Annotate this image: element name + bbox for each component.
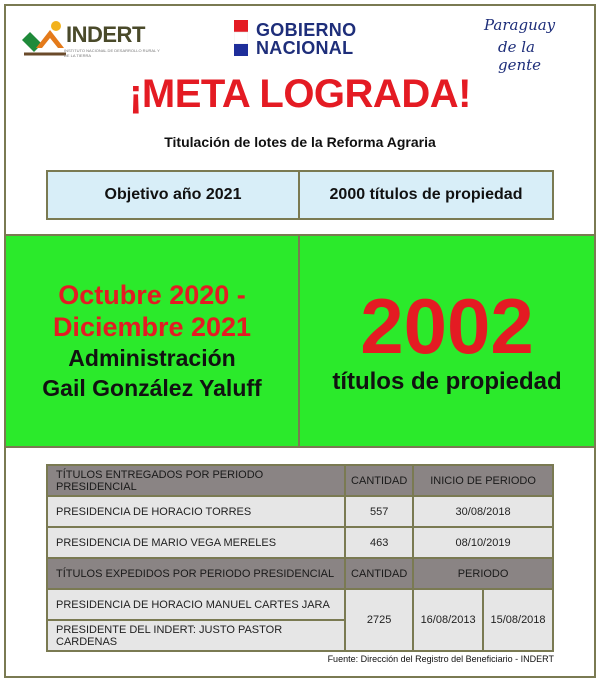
indert-name: INDERT <box>66 22 145 47</box>
source-note: Fuente: Dirección del Registro del Beneficiario - INDERT <box>327 654 554 664</box>
name-cell: PRESIDENCIA DE HORACIO MANUEL CARTES JARA <box>47 589 345 620</box>
date-cell: 30/08/2018 <box>413 496 553 527</box>
name-cell: PRESIDENCIA DE MARIO VEGA MERELES <box>47 527 345 558</box>
titles-count: 2002 <box>360 282 534 370</box>
table-row <box>47 496 553 527</box>
qty-cell: 2725 <box>345 589 413 651</box>
paraguay-text: Paraguay <box>484 16 556 34</box>
objective-box <box>46 170 554 220</box>
de-la-gente-text: de la gente <box>498 38 542 74</box>
gobierno-text: GOBIERNO <box>256 20 357 40</box>
start-date-cell: 16/08/2013 <box>413 589 483 651</box>
flag-icon <box>234 20 248 56</box>
headline: ¡META LOGRADA! <box>129 72 471 116</box>
objective-label: Objetivo año 2021 <box>48 172 300 218</box>
titles-table <box>46 464 554 652</box>
admin-line-2: Gail González Yaluff <box>42 375 262 401</box>
achievement-count-cell <box>300 236 594 446</box>
name-cell: PRESIDENTE DEL INDERT: JUSTO PASTOR CARDENAS <box>47 620 345 651</box>
header-cell: INICIO DE PERIODO <box>413 465 553 496</box>
admin-line-1: Administración <box>68 345 236 371</box>
period-line-1: Octubre 2020 - <box>58 280 246 310</box>
indert-mark-icon <box>20 18 70 58</box>
indert-logo <box>20 14 160 62</box>
qty-cell: 463 <box>345 527 413 558</box>
table-header-row <box>47 465 553 496</box>
subtitle: Titulación de lotes de la Reforma Agraria <box>164 134 436 150</box>
name-cell: PRESIDENCIA DE HORACIO TORRES <box>47 496 345 527</box>
header-cell: CANTIDAD <box>345 558 413 589</box>
objective-value: 2000 títulos de propiedad <box>329 186 523 203</box>
header-cell: TÍTULOS ENTREGADOS POR PERIODO PRESIDENCIAL <box>47 465 345 496</box>
table-header-row <box>47 558 553 589</box>
header-cell: PERIODO <box>413 558 553 589</box>
titles-count-label: títulos de propiedad <box>332 368 562 395</box>
period-line-2: Diciembre 2021 <box>52 312 252 342</box>
nacional-text: NACIONAL <box>256 38 354 58</box>
qty-cell: 557 <box>345 496 413 527</box>
achievement-panel <box>6 234 594 448</box>
header-cell: CANTIDAD <box>345 465 413 496</box>
table-row <box>47 589 553 620</box>
indert-subtitle: INSTITUTO NACIONAL DE DESARROLLO RURAL Y DE LA TIERRA <box>64 48 160 58</box>
gobierno-nacional-logo <box>234 18 384 58</box>
paraguay-de-la-gente-logo <box>468 16 578 74</box>
table-row <box>47 527 553 558</box>
date-cell: 08/10/2019 <box>413 527 553 558</box>
achievement-period-cell <box>6 236 300 446</box>
header-cell: TÍTULOS EXPEDIDOS POR PERIODO PRESIDENCIAL <box>47 558 345 589</box>
end-date-cell: 15/08/2018 <box>483 589 553 651</box>
